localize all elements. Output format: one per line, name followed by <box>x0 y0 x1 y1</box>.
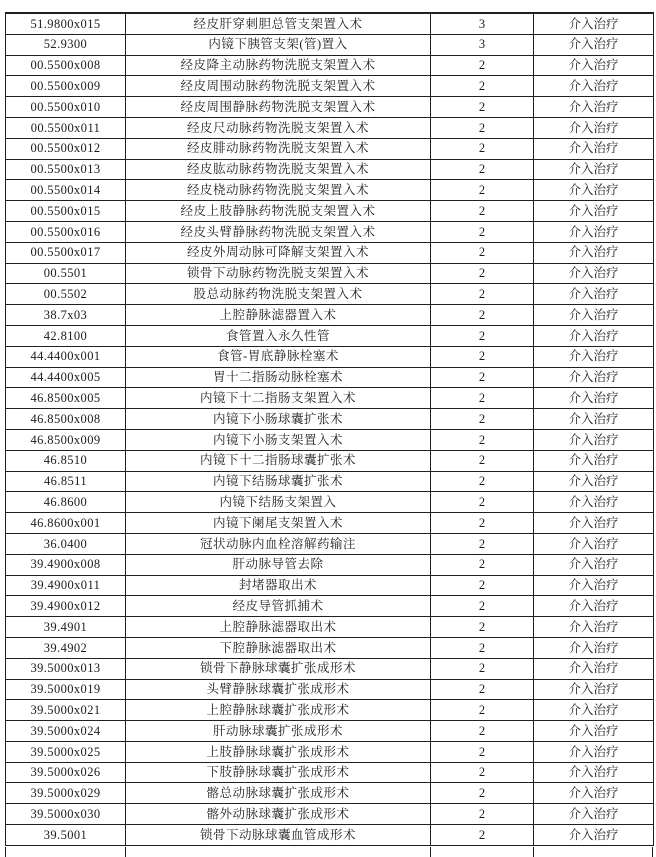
cell-procedure-code: 39.5000x019 <box>6 679 126 700</box>
cell-category: 介入治疗 <box>534 117 654 138</box>
cell-procedure-code: 00.5500x016 <box>6 221 126 242</box>
cell-count: 2 <box>431 242 534 263</box>
cell-category: 介入治疗 <box>534 180 654 201</box>
procedure-code-table <box>5 12 654 846</box>
table-row <box>6 825 654 846</box>
cell-procedure-name: 食管置入永久性管 <box>126 325 431 346</box>
cell-procedure-name: 髂总动脉球囊扩张成形术 <box>126 783 431 804</box>
cell-procedure-name: 封堵器取出术 <box>126 575 431 596</box>
cell-procedure-code: 39.5001 <box>6 825 126 846</box>
cell-category: 介入治疗 <box>534 741 654 762</box>
cell-procedure-name: 下腔静脉滤器取出术 <box>126 637 431 658</box>
cell-category: 介入治疗 <box>534 367 654 388</box>
cell-count: 2 <box>431 138 534 159</box>
cell-category: 介入治疗 <box>534 97 654 118</box>
table-row <box>6 409 654 430</box>
cell-procedure-code: 39.5000x021 <box>6 700 126 721</box>
cell-procedure-name: 经皮桡动脉药物洗脱支架置入术 <box>126 180 431 201</box>
cell-procedure-code: 46.8500x009 <box>6 429 126 450</box>
cell-procedure-code: 38.7x03 <box>6 305 126 326</box>
cell-procedure-name: 经皮腓动脉药物洗脱支架置入术 <box>126 138 431 159</box>
cell-procedure-name: 锁骨下静脉球囊扩张成形术 <box>126 658 431 679</box>
cell-procedure-name: 内镜下结肠球囊扩张术 <box>126 471 431 492</box>
cell-category: 介入治疗 <box>534 533 654 554</box>
cell-count: 2 <box>431 201 534 222</box>
cell-procedure-code: 00.5500x017 <box>6 242 126 263</box>
cell-category: 介入治疗 <box>534 221 654 242</box>
cell-count: 2 <box>431 221 534 242</box>
cell-count: 2 <box>431 804 534 825</box>
cell-procedure-code: 46.8500x008 <box>6 409 126 430</box>
cell-category: 介入治疗 <box>534 721 654 742</box>
cell-count: 2 <box>431 388 534 409</box>
cell-procedure-name: 经皮肝穿刺胆总管支架置入术 <box>126 13 431 34</box>
cell-count: 2 <box>431 637 534 658</box>
cell-count: 2 <box>431 471 534 492</box>
table-row <box>6 97 654 118</box>
table-row <box>6 34 654 55</box>
cell-category: 介入治疗 <box>534 409 654 430</box>
cell-procedure-name: 髂外动脉球囊扩张成形术 <box>126 804 431 825</box>
cell-procedure-code: 39.5000x024 <box>6 721 126 742</box>
cell-procedure-name: 胃十二指肠动脉栓塞术 <box>126 367 431 388</box>
cell-procedure-code: 51.9800x015 <box>6 13 126 34</box>
table-right-border-stub <box>652 847 653 857</box>
cell-category: 介入治疗 <box>534 783 654 804</box>
cell-count: 2 <box>431 492 534 513</box>
cell-procedure-name: 经皮头臂静脉药物洗脱支架置入术 <box>126 221 431 242</box>
table-left-border-stub <box>5 847 6 857</box>
cell-procedure-name: 上腔静脉滤器取出术 <box>126 617 431 638</box>
cell-count: 2 <box>431 159 534 180</box>
cell-procedure-name: 肝动脉球囊扩张成形术 <box>126 721 431 742</box>
table-col1-divider-stub <box>125 847 126 857</box>
cell-procedure-name: 内镜下阑尾支架置入术 <box>126 513 431 534</box>
cell-procedure-name: 经皮降主动脉药物洗脱支架置入术 <box>126 55 431 76</box>
cell-count: 2 <box>431 409 534 430</box>
cell-procedure-name: 内镜下胰管支架(管)置入 <box>126 34 431 55</box>
cell-procedure-code: 46.8500x005 <box>6 388 126 409</box>
cell-category: 介入治疗 <box>534 159 654 180</box>
cell-count: 2 <box>431 721 534 742</box>
cell-category: 介入治疗 <box>534 34 654 55</box>
cell-category: 介入治疗 <box>534 242 654 263</box>
cell-procedure-code: 39.5000x030 <box>6 804 126 825</box>
cell-category: 介入治疗 <box>534 263 654 284</box>
cell-count: 2 <box>431 700 534 721</box>
table-row <box>6 617 654 638</box>
cell-procedure-code: 39.5000x013 <box>6 658 126 679</box>
table-row <box>6 138 654 159</box>
table-row <box>6 284 654 305</box>
cell-count: 2 <box>431 305 534 326</box>
cell-procedure-name: 内镜下小肠支架置入术 <box>126 429 431 450</box>
cell-procedure-code: 00.5502 <box>6 284 126 305</box>
table-row <box>6 513 654 534</box>
cell-count: 2 <box>431 367 534 388</box>
cell-category: 介入治疗 <box>534 762 654 783</box>
cell-count: 3 <box>431 34 534 55</box>
table-row <box>6 180 654 201</box>
cell-procedure-name: 经皮外周动脉可降解支架置入术 <box>126 242 431 263</box>
cell-procedure-code: 44.4400x005 <box>6 367 126 388</box>
cell-procedure-code: 42.8100 <box>6 325 126 346</box>
cell-count: 2 <box>431 617 534 638</box>
table-row <box>6 367 654 388</box>
cell-count: 2 <box>431 658 534 679</box>
cell-count: 2 <box>431 575 534 596</box>
table-row <box>6 679 654 700</box>
table-col2-divider-stub <box>430 847 431 857</box>
cell-procedure-name: 经皮尺动脉药物洗脱支架置入术 <box>126 117 431 138</box>
cell-count: 2 <box>431 533 534 554</box>
cell-procedure-code: 39.4900x008 <box>6 554 126 575</box>
table-row <box>6 388 654 409</box>
cell-count: 2 <box>431 325 534 346</box>
cell-procedure-code: 00.5500x013 <box>6 159 126 180</box>
cell-category: 介入治疗 <box>534 471 654 492</box>
cell-procedure-code: 39.5000x026 <box>6 762 126 783</box>
cell-procedure-name: 经皮周围动脉药物洗脱支架置入术 <box>126 76 431 97</box>
cell-procedure-code: 39.4901 <box>6 617 126 638</box>
cell-procedure-code: 44.4400x001 <box>6 346 126 367</box>
cell-procedure-name: 内镜下结肠支架置入 <box>126 492 431 513</box>
cell-procedure-code: 39.5000x025 <box>6 741 126 762</box>
table-row <box>6 492 654 513</box>
cell-procedure-code: 00.5500x014 <box>6 180 126 201</box>
cell-category: 介入治疗 <box>534 346 654 367</box>
cell-procedure-code: 39.4900x012 <box>6 596 126 617</box>
table-row <box>6 13 654 34</box>
cell-category: 介入治疗 <box>534 388 654 409</box>
cell-procedure-name: 锁骨下动脉球囊血管成形术 <box>126 825 431 846</box>
table-row <box>6 554 654 575</box>
table-row <box>6 658 654 679</box>
cell-category: 介入治疗 <box>534 305 654 326</box>
cell-category: 介入治疗 <box>534 658 654 679</box>
cell-category: 介入治疗 <box>534 679 654 700</box>
cell-procedure-name: 上腔静脉球囊扩张成形术 <box>126 700 431 721</box>
table-row <box>6 741 654 762</box>
cell-category: 介入治疗 <box>534 700 654 721</box>
cell-category: 介入治疗 <box>534 450 654 471</box>
cell-procedure-name: 内镜下十二指肠支架置入术 <box>126 388 431 409</box>
cell-count: 2 <box>431 741 534 762</box>
table-row <box>6 305 654 326</box>
table-row <box>6 346 654 367</box>
table-row <box>6 804 654 825</box>
table-row <box>6 450 654 471</box>
cell-procedure-name: 股总动脉药物洗脱支架置入术 <box>126 284 431 305</box>
cell-procedure-name: 内镜下十二指肠球囊扩张术 <box>126 450 431 471</box>
table-row <box>6 242 654 263</box>
cell-procedure-code: 46.8511 <box>6 471 126 492</box>
cell-category: 介入治疗 <box>534 76 654 97</box>
cell-count: 2 <box>431 679 534 700</box>
cell-procedure-name: 经皮周围静脉药物洗脱支架置入术 <box>126 97 431 118</box>
cell-count: 2 <box>431 263 534 284</box>
cell-category: 介入治疗 <box>534 804 654 825</box>
cell-procedure-code: 46.8600x001 <box>6 513 126 534</box>
procedure-table-body <box>6 13 654 845</box>
table-row <box>6 596 654 617</box>
cell-category: 介入治疗 <box>534 492 654 513</box>
table-col3-divider-stub <box>533 847 534 857</box>
table-row <box>6 221 654 242</box>
cell-category: 介入治疗 <box>534 13 654 34</box>
table-row <box>6 471 654 492</box>
cell-count: 2 <box>431 783 534 804</box>
table-row <box>6 263 654 284</box>
cell-procedure-name: 冠状动脉内血栓溶解药输注 <box>126 533 431 554</box>
cell-procedure-code: 00.5501 <box>6 263 126 284</box>
cell-count: 2 <box>431 284 534 305</box>
cell-procedure-name: 下肢静脉球囊扩张成形术 <box>126 762 431 783</box>
cell-category: 介入治疗 <box>534 575 654 596</box>
cell-count: 2 <box>431 596 534 617</box>
cell-category: 介入治疗 <box>534 617 654 638</box>
cell-procedure-code: 00.5500x008 <box>6 55 126 76</box>
cell-procedure-name: 经皮导管抓捕术 <box>126 596 431 617</box>
cell-procedure-name: 上腔静脉滤器置入术 <box>126 305 431 326</box>
cell-procedure-code: 00.5500x010 <box>6 97 126 118</box>
cell-category: 介入治疗 <box>534 325 654 346</box>
cell-procedure-code: 00.5500x012 <box>6 138 126 159</box>
cell-count: 2 <box>431 76 534 97</box>
cell-category: 介入治疗 <box>534 554 654 575</box>
table-row <box>6 159 654 180</box>
table-row <box>6 201 654 222</box>
cell-procedure-name: 肝动脉导管去除 <box>126 554 431 575</box>
cell-procedure-name: 内镜下小肠球囊扩张术 <box>126 409 431 430</box>
table-row <box>6 55 654 76</box>
table-row <box>6 762 654 783</box>
cell-count: 2 <box>431 825 534 846</box>
cell-count: 2 <box>431 117 534 138</box>
cell-count: 3 <box>431 13 534 34</box>
table-row <box>6 575 654 596</box>
cell-count: 2 <box>431 429 534 450</box>
cell-procedure-code: 39.4900x011 <box>6 575 126 596</box>
cell-count: 2 <box>431 554 534 575</box>
cell-category: 介入治疗 <box>534 637 654 658</box>
cell-procedure-code: 00.5500x009 <box>6 76 126 97</box>
cell-count: 2 <box>431 55 534 76</box>
cell-procedure-name: 经皮上肢静脉药物洗脱支架置入术 <box>126 201 431 222</box>
table-row <box>6 325 654 346</box>
table-row <box>6 429 654 450</box>
cell-category: 介入治疗 <box>534 596 654 617</box>
cell-category: 介入治疗 <box>534 138 654 159</box>
cell-procedure-code: 46.8510 <box>6 450 126 471</box>
cell-count: 2 <box>431 346 534 367</box>
cell-procedure-code: 00.5500x015 <box>6 201 126 222</box>
cell-procedure-name: 经皮肱动脉药物洗脱支架置入术 <box>126 159 431 180</box>
cell-procedure-name: 头臂静脉球囊扩张成形术 <box>126 679 431 700</box>
table-row <box>6 117 654 138</box>
cell-count: 2 <box>431 513 534 534</box>
cell-category: 介入治疗 <box>534 825 654 846</box>
table-row <box>6 637 654 658</box>
cell-procedure-name: 锁骨下动脉药物洗脱支架置入术 <box>126 263 431 284</box>
cell-procedure-code: 46.8600 <box>6 492 126 513</box>
table-row <box>6 533 654 554</box>
cell-procedure-code: 00.5500x011 <box>6 117 126 138</box>
cell-category: 介入治疗 <box>534 429 654 450</box>
cell-category: 介入治疗 <box>534 201 654 222</box>
cell-count: 2 <box>431 450 534 471</box>
cell-count: 2 <box>431 180 534 201</box>
cell-procedure-code: 39.4902 <box>6 637 126 658</box>
table-row <box>6 76 654 97</box>
cell-procedure-name: 上肢静脉球囊扩张成形术 <box>126 741 431 762</box>
cell-procedure-code: 36.0400 <box>6 533 126 554</box>
table-row <box>6 783 654 804</box>
table-row <box>6 700 654 721</box>
cell-category: 介入治疗 <box>534 55 654 76</box>
cell-category: 介入治疗 <box>534 284 654 305</box>
cell-procedure-code: 39.5000x029 <box>6 783 126 804</box>
cell-procedure-code: 52.9300 <box>6 34 126 55</box>
cell-procedure-name: 食管-胃底静脉栓塞术 <box>126 346 431 367</box>
cell-category: 介入治疗 <box>534 513 654 534</box>
cell-count: 2 <box>431 97 534 118</box>
table-row <box>6 721 654 742</box>
cell-count: 2 <box>431 762 534 783</box>
